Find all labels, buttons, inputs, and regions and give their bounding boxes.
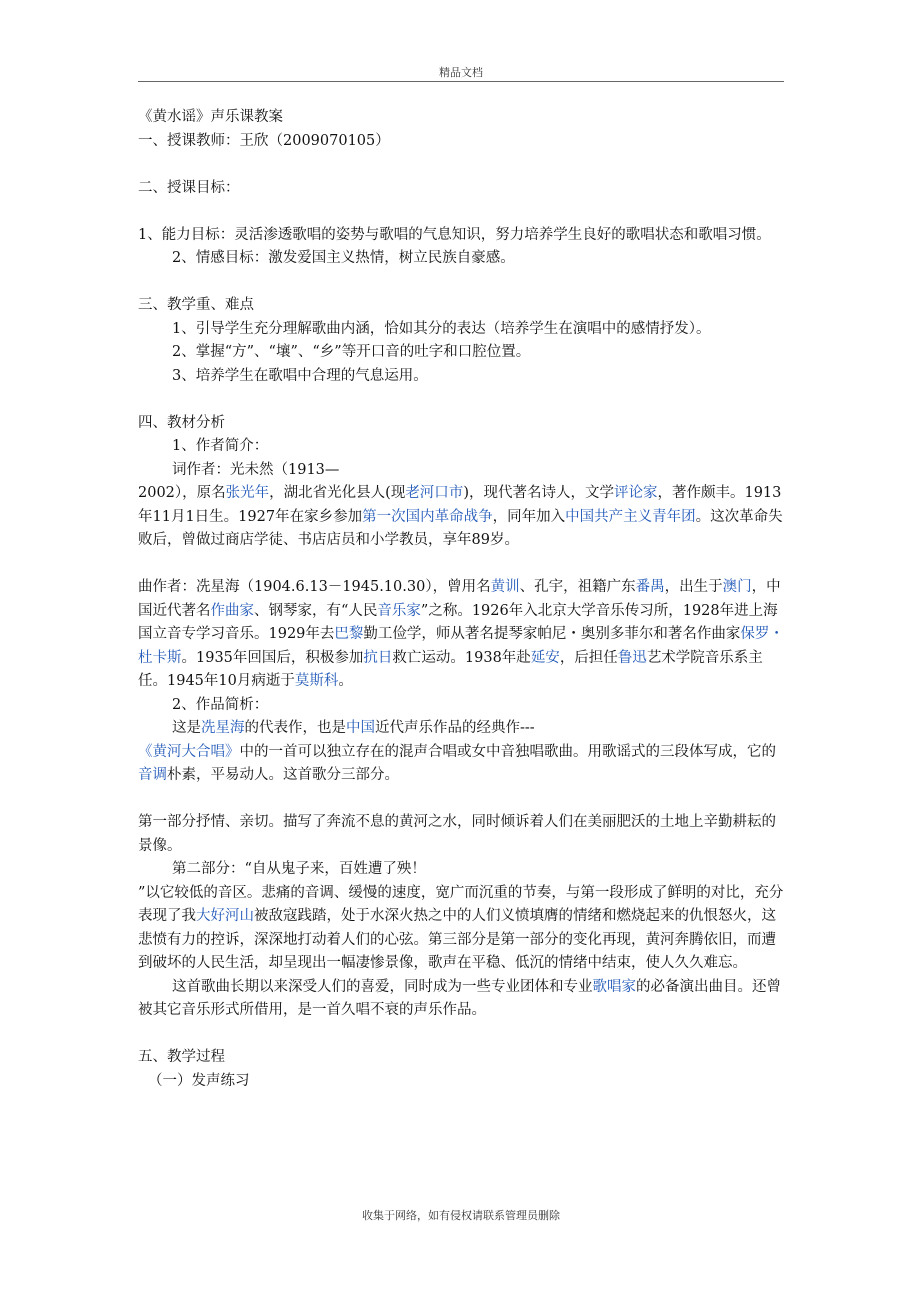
link-xian-xinghai[interactable]: 冼星海	[201, 720, 245, 736]
page-header: 精品文档	[439, 66, 483, 79]
link-lu-xun[interactable]: 鲁迅	[617, 649, 647, 666]
keypoint-1: 1、引导学生充分理解歌曲内涵，恰如其分的表达（培养学生在演唱中的感情抒发）。	[172, 320, 711, 337]
section-keypoints-heading: 三、教学重、难点	[138, 297, 254, 313]
link-composer[interactable]: 作曲家	[210, 602, 254, 619]
process-sub-heading: （一）发声练习	[148, 1072, 250, 1089]
link-panyu[interactable]: 番禺	[635, 579, 665, 595]
link-youth-league[interactable]: 中国共产主义青年团	[565, 508, 696, 525]
link-yanan[interactable]: 延安	[530, 649, 560, 666]
link-china[interactable]: 中国	[346, 720, 375, 736]
link-huang-xun[interactable]: 黄训	[490, 579, 520, 595]
section-process-heading: 五、教学过程	[138, 1049, 225, 1065]
work-analysis-heading: 2、作品简析：	[172, 696, 269, 713]
keypoint-3: 3、培养学生在歌唱中合理的气息运用。	[172, 367, 428, 384]
lyricist-paragraph: 2002），原名张光年，湖北省光化县人(现老河口市)，现代著名诗人，文学评论家，著作颇丰。1913年11月1日生。1927年在家乡参加第一次国内革命战争，同年加入中国共产主义青年团。这次革命失败后，曾做过商店学徒、书店店员和小学教员，享年89岁。	[138, 485, 783, 548]
goal-ability: 1、能力目标：灵活渗透歌唱的姿势与歌唱的气息知识，努力培养学生良好的歌唱状态和歌唱习惯。	[138, 226, 771, 243]
link-mountains-rivers[interactable]: 大好河山	[196, 908, 254, 924]
goal-emotion: 2、情感目标：激发爱国主义热情，树立民族自豪感。	[172, 250, 515, 266]
link-macau[interactable]: 澳门	[722, 579, 752, 595]
link-tone[interactable]: 音调	[138, 767, 167, 783]
keypoint-2: 2、掌握“方”、“壤”、“乡”等开口音的吐字和口腔位置。	[172, 344, 531, 360]
link-laohekou[interactable]: 老河口市	[405, 485, 464, 501]
link-musician[interactable]: 音乐家	[377, 602, 421, 619]
document-body	[138, 106, 784, 1093]
link-yellow-river-cantata[interactable]: 《黄河大合唱》	[138, 743, 240, 760]
work-line-1: 这是冼星海的代表作，也是中国近代声乐作品的经典作---	[172, 720, 535, 736]
composer-paragraph: 曲作者：冼星海（1904.6.13－1945.10.30），曾用名黄训、孔宇，祖籍广东番禺，出生于澳门，中国近代著名作曲家、钢琴家，有“人民音乐家”之称。1926年入北京大学音乐传习所，1928年进上海国立音专学习音乐。1929年去巴黎勤工俭学，师从著名提琴家帕尼・奥别多菲尔和著名作曲家保罗・杜卡斯。1935年回国后，积极参加抗日救亡运动。1938年赴延安，后担任鲁迅艺术学院音乐系主任。1945年10月病逝于莫斯科。	[138, 579, 784, 689]
lyricist-line-1: 词作者：光未然（1913—	[172, 461, 340, 478]
closing-paragraph: 这首歌曲长期以来深受人们的喜爱，同时成为一些专业团体和专业歌唱家的必备演出曲目。还曾被其它音乐形式所借用，是一首久唱不衰的声乐作品。	[138, 978, 781, 1018]
doc-title: 《黄水谣》声乐课教案	[138, 109, 283, 125]
link-paris[interactable]: 巴黎	[334, 626, 364, 642]
section-analysis-heading: 四、教材分析	[138, 414, 225, 431]
author-intro-heading: 1、作者简介：	[172, 438, 269, 454]
link-paul-dukas[interactable]: 保罗・杜卡斯	[138, 626, 784, 666]
link-revolutionary-war[interactable]: 第一次国内革命战争	[362, 508, 493, 525]
link-zhang-guangnian[interactable]: 张光年	[225, 485, 270, 501]
section-teacher: 一、授课教师：王欣（2009070105）	[138, 132, 390, 149]
page-footer: 收集于网络，如有侵权请联系管理员删除	[362, 1209, 560, 1222]
part-two-paragraph: ”以它较低的音区。悲痛的音调、缓慢的速度，宽广而沉重的节奏，与第一段形成了鲜明的对比，充分表现了我大好河山被敌寇践踏，处于水深火热之中的人们义愤填膺的情绪和燃烧起来的仇恨怒火，这悲愤有力的控诉，深深地打动着人们的心弦。第三部分是第一部分的变化再现，黄河奔腾依旧，而遭到破坏的人民生活，却呈现出一幅凄惨景像，歌声在平稳、低沉的情绪中结束，使人久久难忘。	[138, 884, 784, 971]
part-one-paragraph: 第一部分抒情、亲切。描写了奔流不息的黄河之水，同时倾诉着人们在美丽肥沃的土地上辛勤耕耘的景像。	[138, 814, 776, 854]
work-paragraph: 《黄河大合唱》中的一首可以独立存在的混声合唱或女中音独唱歌曲。用歌谣式的三段体写成，它的音调朴素，平易动人。这首歌分三部分。	[138, 743, 776, 783]
part-two-line-1: 第二部分：“自从鬼子来，百姓遭了殃！	[172, 861, 426, 877]
link-anti-japanese[interactable]: 抗日	[363, 649, 393, 666]
link-moscow[interactable]: 莫斯科	[294, 673, 339, 689]
section-goals-heading: 二、授课目标：	[138, 179, 240, 196]
link-singer[interactable]: 歌唱家	[592, 978, 636, 995]
header-divider	[138, 81, 784, 82]
link-critic[interactable]: 评论家	[613, 485, 658, 501]
